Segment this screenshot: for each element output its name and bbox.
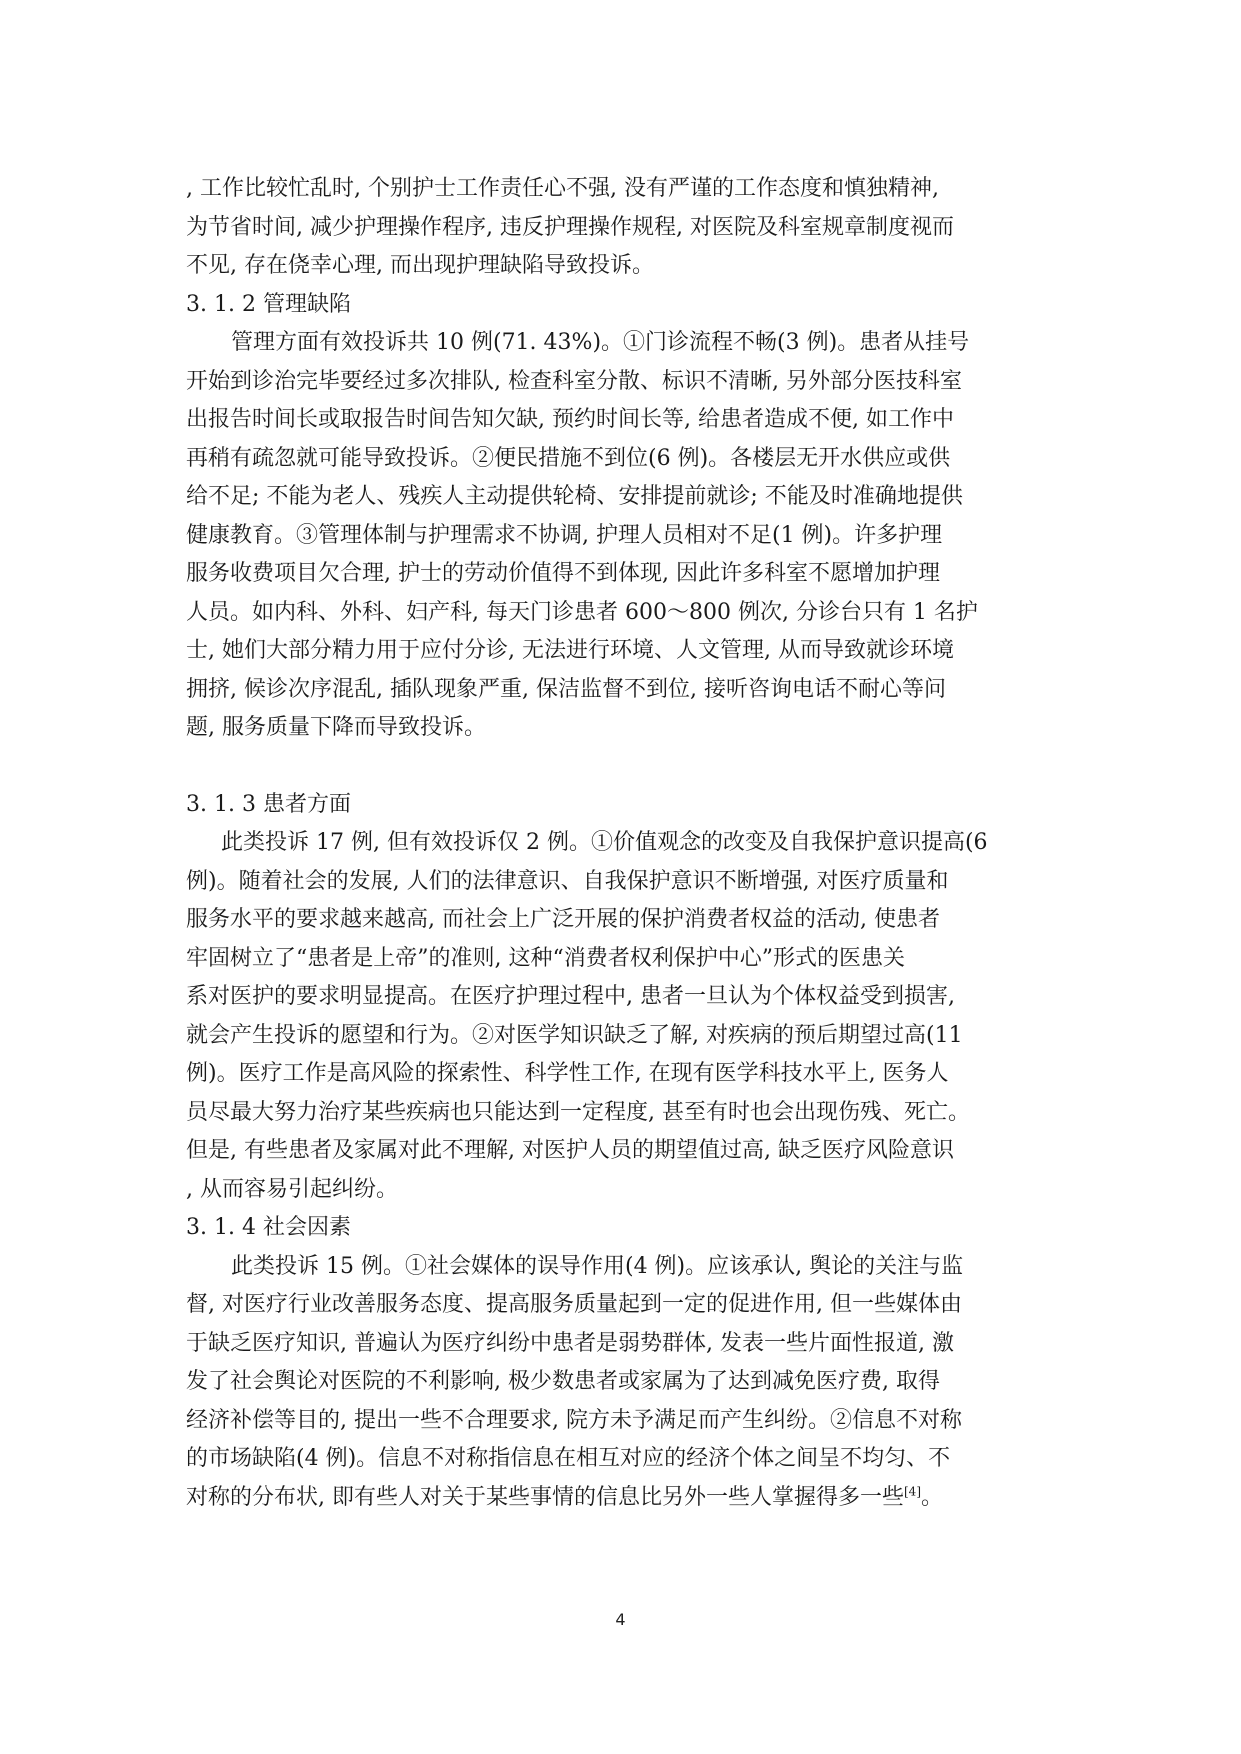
text-line: , 从而容易引起纠纷。 xyxy=(186,1176,398,1202)
text-line: 发了社会舆论对医院的不利影响, 极少数患者或家属为了达到减免医疗费, 取得 xyxy=(186,1369,940,1394)
text-line: 出报告时间长或取报告时间告知欠缺, 预约时间长等, 给患者造成不便, 如工作中 xyxy=(186,407,954,432)
text-line: 开始到诊治完毕要经过多次排队, 检查科室分散、标识不清晰, 另外部分医技科室 xyxy=(186,368,962,394)
text-line: 例)。随着社会的发展, 人们的法律意识、自我保护意识不断增强, 对医疗质量和 xyxy=(186,868,949,894)
document-body xyxy=(186,170,1056,1517)
text-line: 题, 服务质量下降而导致投诉。 xyxy=(186,715,486,740)
text-line: 于缺乏医疗知识, 普遍认为医疗纠纷中患者是弱势群体, 发表一些片面性报道, 激 xyxy=(186,1330,954,1356)
text-line: 服务水平的要求越来越高, 而社会上广泛开展的保护消费者权益的活动, 使患者 xyxy=(186,907,940,932)
text-line: 服务收费项目欠合理, 护士的劳动价值得不到体现, 因此许多科室不愿增加护理 xyxy=(186,561,940,586)
text-line: 例)。医疗工作是高风险的探索性、科学性工作, 在现有医学科技水平上, 医务人 xyxy=(186,1061,949,1086)
text-line: 拥挤, 候诊次序混乱, 插队现象严重, 保洁监督不到位, 接听咨询电话不耐心等问 xyxy=(186,676,946,702)
text-line: 经济补偿等目的, 提出一些不合理要求, 院方未予满足而产生纠纷。②信息不对称 xyxy=(186,1407,962,1433)
text-line: 对称的分布状, 即有些人对关于某些事情的信息比另外一些人掌握得多一些 xyxy=(186,1484,904,1510)
paragraph-intro xyxy=(186,170,1056,286)
text-line: 系对医护的要求明显提高。在医疗护理过程中, 患者一旦认为个体权益受到损害, xyxy=(186,984,955,1009)
text-line: 的市场缺陷(4 例)。信息不对称指信息在相互对应的经济个体之间呈不均匀、不 xyxy=(186,1446,951,1471)
text-line-last xyxy=(186,1479,1056,1518)
text-line: 管理方面有效投诉共 10 例(71. 43%)。①门诊流程不畅(3 例)。患者从挂号 xyxy=(231,330,970,355)
section-3-1-3 xyxy=(186,786,1056,1210)
text-line: 就会产生投诉的愿望和行为。②对医学知识缺乏了解, 对疾病的预后期望过高(11 xyxy=(186,1022,963,1048)
section-heading: 3. 1. 3 患者方面 xyxy=(186,791,351,817)
text-line: 健康教育。③管理体制与护理需求不协调, 护理人员相对不足(1 例)。许多护理 xyxy=(186,522,943,548)
text-line: 但是, 有些患者及家属对此不理解, 对医护人员的期望值过高, 缺乏医疗风险意识 xyxy=(186,1138,954,1163)
text-line: 牢固树立了“患者是上帝”的准则, 这种“消费者权利保护中心”形式的医患关 xyxy=(186,945,905,971)
text-line: 不见, 存在侥幸心理, 而出现护理缺陷导致投诉。 xyxy=(186,253,654,278)
section-heading: 3. 1. 4 社会因素 xyxy=(186,1215,351,1240)
text-line: 给不足; 不能为老人、残疾人主动提供轮椅、安排提前就诊; 不能及时准确地提供 xyxy=(186,484,963,509)
text-line: 此类投诉 17 例, 但有效投诉仅 2 例。①价值观念的改变及自我保护意识提高(6 xyxy=(221,830,988,855)
section-3-1-2 xyxy=(186,286,1056,748)
text-line: 人员。如内科、外科、妇产科, 每天门诊患者 600～800 例次, 分诊台只有 1 名护 xyxy=(186,599,978,625)
text-line: 再稍有疏忽就可能导致投诉。②便民措施不到位(6 例)。各楼层无开水供应或供 xyxy=(186,445,951,471)
text-line: , 工作比较忙乱时, 个别护士工作责任心不强, 没有严谨的工作态度和慎独精神, xyxy=(186,176,939,201)
sentence-end: 。 xyxy=(921,1484,944,1510)
text-line: 士, 她们大部分精力用于应付分诊, 无法进行环境、人文管理, 从而导致就诊环境 xyxy=(186,638,954,663)
section-heading: 3. 1. 2 管理缺陷 xyxy=(186,291,351,317)
paragraph-gap xyxy=(186,748,1056,786)
text-line: 督, 对医疗行业改善服务态度、提高服务质量起到一定的促进作用, 但一些媒体由 xyxy=(186,1292,962,1317)
page-number: 4 xyxy=(615,1610,626,1629)
citation-reference[interactable]: [4] xyxy=(904,1484,921,1499)
text-line: 员尽最大努力治疗某些疾病也只能达到一定程度, 甚至有时也会出现伤残、死亡。 xyxy=(186,1099,970,1125)
section-3-1-4 xyxy=(186,1209,1056,1517)
text-line: 为节省时间, 减少护理操作程序, 违反护理操作规程, 对医院及科室规章制度视而 xyxy=(186,214,954,240)
text-line: 此类投诉 15 例。①社会媒体的误导作用(4 例)。应该承认, 舆论的关注与监 xyxy=(231,1253,964,1279)
